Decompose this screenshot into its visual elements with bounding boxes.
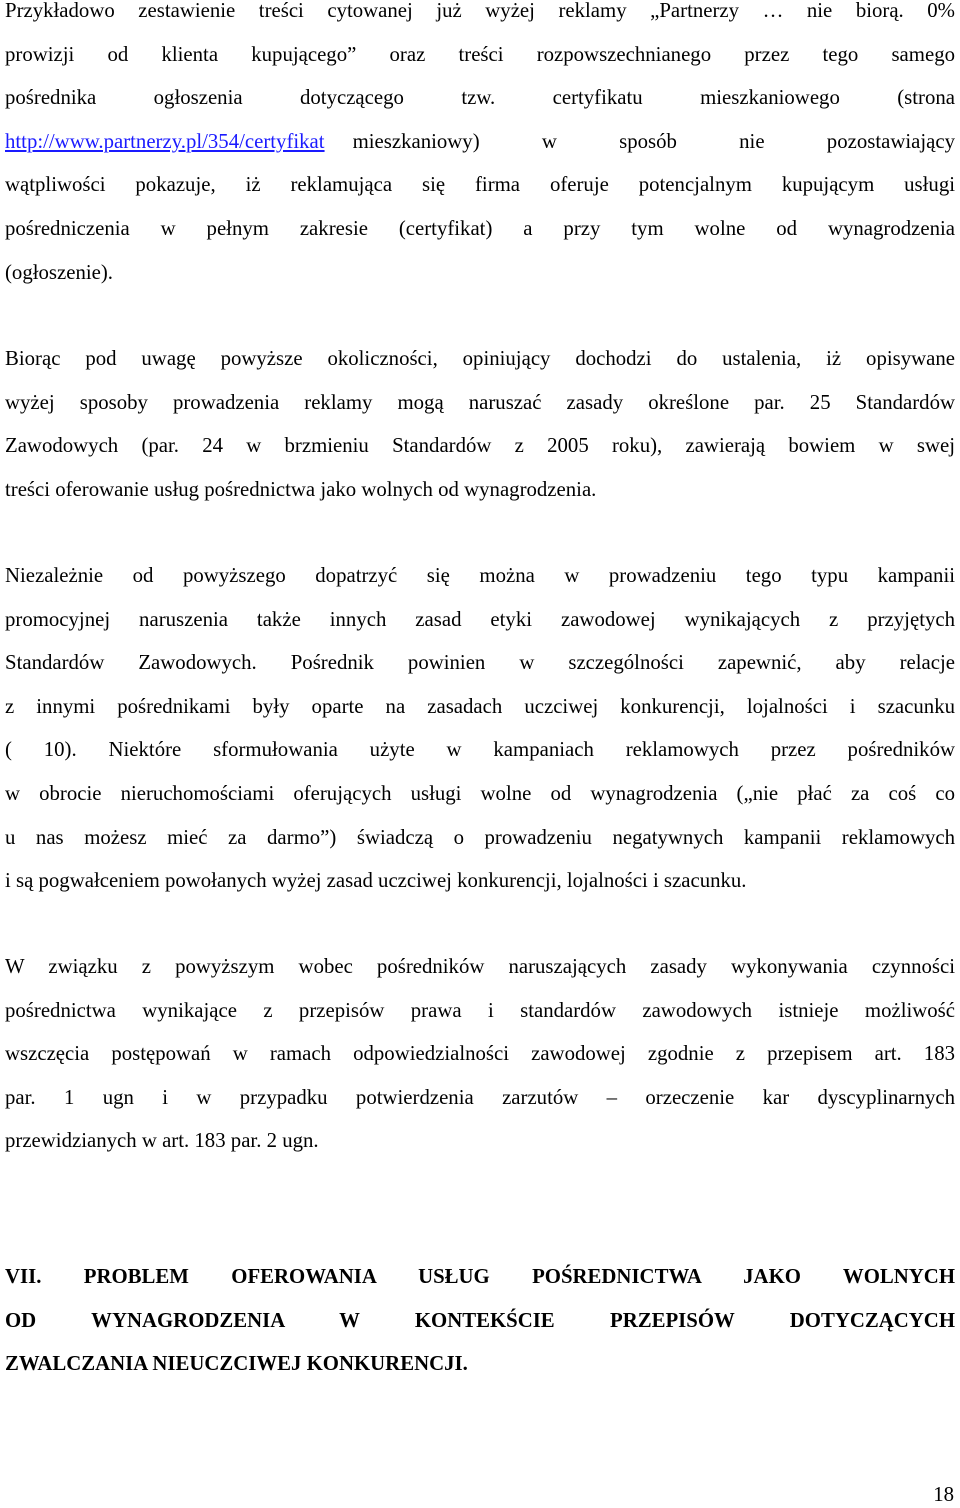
paragraph-line: Zawodowych (par. 24 w brzmieniu Standardów z 2005 roku), zawierają bowiem w swej (5, 434, 955, 458)
paragraph-line: Przykładowo zestawienie treści cytowanej już wyżej reklamy „Partnerzy … nie biorą. 0% (5, 0, 955, 22)
paragraph-line: (ogłoszenie). (5, 260, 113, 284)
paragraph-line: pośredniczenia w pełnym zakresie (certyfikat) a przy tym wolne od wynagrodzenia (5, 216, 955, 240)
paragraph-line: z innymi pośrednikami były oparte na zasadach uczciwej konkurencji, lojalności i szacunku (5, 694, 955, 718)
paragraph-line: ( 10). Niektóre sformułowania użyte w kampaniach reklamowych przez pośredników (5, 738, 955, 762)
paragraph-line: Niezależnie od powyższego dopatrzyć się można w prowadzeniu tego typu kampanii (5, 564, 955, 587)
paragraph-line: treści oferowanie usług pośrednictwa jako wolnych od wynagrodzenia. (5, 477, 597, 501)
paragraph-line-rest: mieszkaniowy) w sposób nie pozostawiający (352, 129, 955, 153)
paragraph-line: w obrocie nieruchomościami oferujących usługi wolne od wynagrodzenia („nie płać za coś co (5, 781, 955, 805)
heading-line: ZWALCZANIA NIEUCZCIWEJ KONKURENCJI. (5, 1352, 468, 1376)
paragraph-2 (5, 337, 955, 511)
paragraph-line-with-link (5, 120, 955, 164)
paragraph-line: Biorąc pod uwagę powyższe okoliczności, opiniujący dochodzi do ustalenia, iż opisywane (5, 347, 955, 370)
paragraph-line: przewidzianych w art. 183 par. 2 ugn. (5, 1129, 319, 1153)
paragraph-line: prowizji od klienta kupującego” oraz treści rozpowszechnianego przez tego samego (5, 42, 955, 66)
paragraph-1 (5, 0, 955, 294)
page-number: 18 (933, 1483, 954, 1506)
certificate-link[interactable]: http://www.partnerzy.pl/354/certyfikat (5, 129, 325, 153)
section-heading (5, 1255, 955, 1386)
paragraph-3 (5, 554, 955, 903)
paragraph-line: wyżej sposoby prowadzenia reklamy mogą naruszać zasady określone par. 25 Standardów (5, 390, 955, 414)
paragraph-line: pośrednictwa wynikające z przepisów prawa i standardów zawodowych istnieje możliwość (5, 998, 955, 1022)
paragraph-line: promocyjnej naruszenia także innych zasad etyki zawodowej wynikających z przyjętych (5, 607, 955, 631)
paragraph-line: u nas możesz mieć za darmo”) świadczą o prowadzeniu negatywnych kampanii reklamowych (5, 825, 955, 849)
heading-line: VII. PROBLEM OFEROWANIA USŁUG POŚREDNICTWA JAKO WOLNYCH (5, 1265, 955, 1288)
paragraph-line: par. 1 ugn i w przypadku potwierdzenia zarzutów – orzeczenie kar dyscyplinarnych (5, 1085, 955, 1109)
paragraph-line: Standardów Zawodowych. Pośrednik powinien w szczególności zapewnić, aby relacje (5, 651, 955, 675)
paragraph-line: pośrednika ogłoszenia dotyczącego tzw. certyfikatu mieszkaniowego (strona (5, 86, 955, 110)
paragraph-4 (5, 945, 955, 1163)
paragraph-line: wszczęcia postępowań w ramach odpowiedzialności zawodowej zgodnie z przepisem art. 183 (5, 1042, 955, 1066)
paragraph-line: wątpliwości pokazuje, iż reklamująca się firma oferuje potencjalnym kupującym usługi (5, 173, 955, 197)
heading-line: OD WYNAGRODZENIA W KONTEKŚCIE PRZEPISÓW DOTYCZĄCYCH (5, 1308, 955, 1332)
paragraph-line: i są pogwałceniem powołanych wyżej zasad uczciwej konkurencji, lojalności i szacunku. (5, 869, 747, 893)
paragraph-line: W związku z powyższym wobec pośredników naruszających zasady wykonywania czynności (5, 955, 955, 978)
